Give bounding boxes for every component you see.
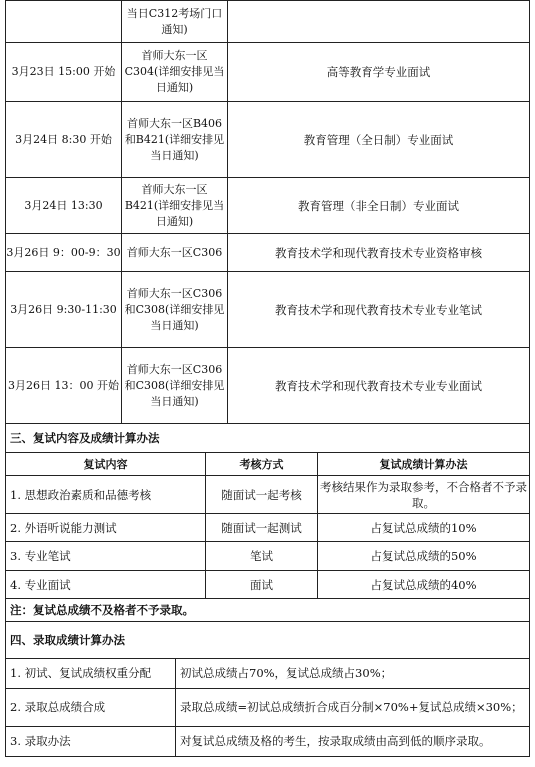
admission-label: 1. 初试、复试成绩权重分配 [6, 659, 176, 689]
schedule-table [5, 0, 530, 424]
schedule-content: 教育管理（非全日制）专业面试 [228, 178, 530, 234]
schedule-time: 3月26日 9：00-9：30 [6, 234, 122, 272]
table-row [6, 727, 530, 757]
section-3-note: 注：复试总成绩不及格者不予录取。 [6, 599, 530, 622]
schedule-time: 3月26日 13：00 开始 [6, 348, 122, 424]
schedule-time: 3月26日 9:30-11:30 [6, 272, 122, 348]
assessment-method: 随面试一起考核 [206, 476, 318, 514]
column-header: 复试内容 [6, 453, 206, 476]
admission-text: 对复试总成绩及格的考生，按录取成绩由高到低的顺序录取。 [176, 727, 530, 757]
assessment-item: 4. 专业面试 [6, 571, 206, 599]
schedule-time: 3月24日 8:30 开始 [6, 102, 122, 178]
schedule-time: 3月24日 13:30 [6, 178, 122, 234]
table-row [6, 102, 530, 178]
assessment-method: 面试 [206, 571, 318, 599]
assessment-method: 笔试 [206, 542, 318, 571]
schedule-time [6, 1, 122, 43]
table-row [6, 476, 530, 514]
table-header-row [6, 453, 530, 476]
column-header: 复试成绩计算办法 [318, 453, 530, 476]
table-row [6, 542, 530, 571]
assessment-calc: 考核结果作为录取参考，不合格者不予录取。 [318, 476, 530, 514]
section-4-title: 四、录取成绩计算办法 [6, 622, 530, 659]
admission-label: 3. 录取办法 [6, 727, 176, 757]
schedule-location: 首师大东一区C306和C308(详细安排见当日通知) [122, 272, 228, 348]
table-row [6, 43, 530, 102]
assessment-method: 随面试一起测试 [206, 514, 318, 542]
assessment-calc: 占复试总成绩的50% [318, 542, 530, 571]
section-3-title: 三、复试内容及成绩计算办法 [6, 424, 530, 453]
assessment-item: 2. 外语听说能力测试 [6, 514, 206, 542]
assessment-calc: 占复试总成绩的40% [318, 571, 530, 599]
document-page [5, 0, 529, 757]
table-row [6, 1, 530, 43]
schedule-location: 首师大东一区C306和C308(详细安排见当日通知) [122, 348, 228, 424]
table-row [6, 571, 530, 599]
schedule-content: 教育技术学和现代教育技术专业专业笔试 [228, 272, 530, 348]
table-row [6, 178, 530, 234]
table-row [6, 234, 530, 272]
column-header: 考核方式 [206, 453, 318, 476]
table-row [6, 659, 530, 689]
assessment-table [5, 423, 530, 622]
table-row [6, 348, 530, 424]
assessment-item: 1. 思想政治素质和品德考核 [6, 476, 206, 514]
admission-text: 初试总成绩占70%，复试总成绩占30%； [176, 659, 530, 689]
schedule-content: 教育管理（全日制）专业面试 [228, 102, 530, 178]
schedule-location: 首师大东一区B421(详细安排见当日通知) [122, 178, 228, 234]
admission-table [5, 621, 530, 757]
assessment-calc: 占复试总成绩的10% [318, 514, 530, 542]
admission-text: 录取总成绩=初试总成绩折合成百分制×70%+复试总成绩×30%； [176, 689, 530, 727]
schedule-content: 教育技术学和现代教育技术专业专业面试 [228, 348, 530, 424]
schedule-location: 首师大东一区C306 [122, 234, 228, 272]
schedule-location: 首师大东一区B406和B421(详细安排见当日通知) [122, 102, 228, 178]
schedule-location: 首师大东一区C304(详细安排见当日通知) [122, 43, 228, 102]
schedule-location: 当日C312考场门口通知) [122, 1, 228, 43]
schedule-content [228, 1, 530, 43]
schedule-content: 教育技术学和现代教育技术专业资格审核 [228, 234, 530, 272]
schedule-content: 高等教育学专业面试 [228, 43, 530, 102]
table-row [6, 514, 530, 542]
assessment-item: 3. 专业笔试 [6, 542, 206, 571]
table-row [6, 689, 530, 727]
schedule-time: 3月23日 15:00 开始 [6, 43, 122, 102]
admission-label: 2. 录取总成绩合成 [6, 689, 176, 727]
table-row [6, 272, 530, 348]
